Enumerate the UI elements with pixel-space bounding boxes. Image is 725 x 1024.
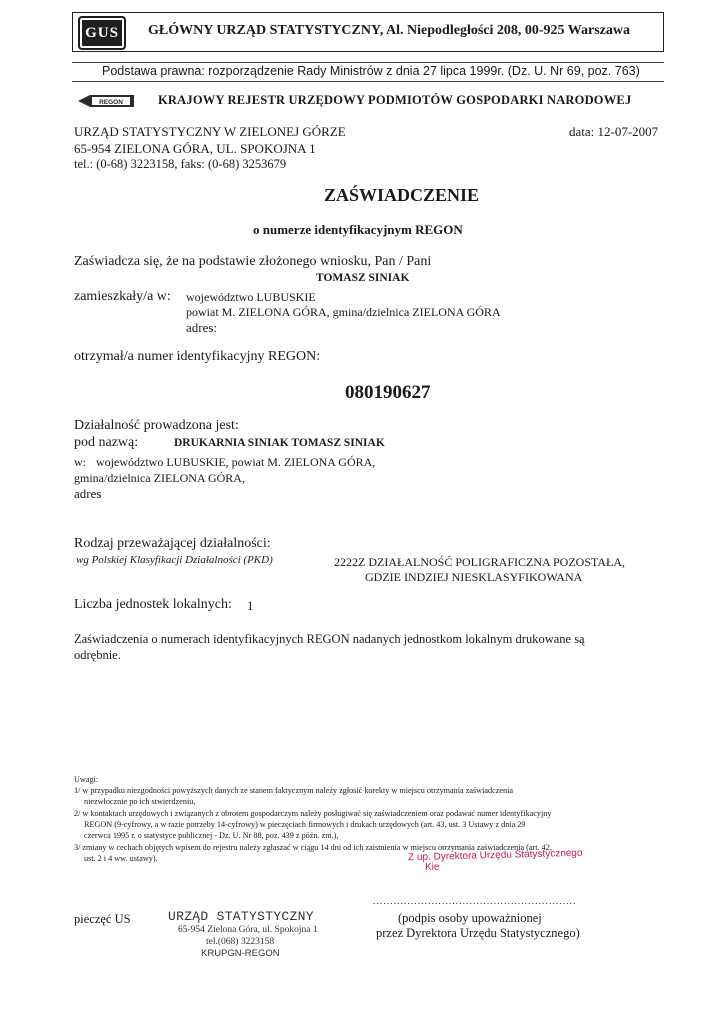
document-subtitle: o numerze identyfikacyjnym REGON (253, 222, 463, 237)
location-line-2: gmina/dzielnica ZIELONA GÓRA, (74, 471, 245, 485)
header-box (72, 12, 664, 52)
regon-logo-text: REGON (99, 99, 123, 106)
legal-basis-box (72, 62, 664, 82)
office-stamp-line-3: tel.(068) 3223158 (206, 937, 275, 947)
business-name-label: pod nazwą: (74, 435, 139, 450)
note-line: ust. 2 i 4 ww. ustawy). (84, 854, 158, 863)
pkd-line-2: GDZIE INDZIEJ NIESKLASYFIKOWANA (365, 570, 583, 584)
office-stamp-line-2: 65-954 Zielona Góra, ul. Spokojna 1 (178, 925, 318, 935)
office-name: URZĄD STATYSTYCZNY W ZIELONEJ GÓRZE (74, 124, 346, 139)
main-activity-label: Rodzaj przeważającej działalności: (74, 536, 271, 551)
signature-caption-1: (podpis osoby upoważnionej (398, 911, 542, 925)
pkd-line-1: 2222Z DZIAŁALNOŚĆ POLIGRAFICZNA POZOSTAŁA, (334, 555, 626, 569)
location-address-label: adres (74, 486, 102, 501)
note-line: 3/ zmiany w cechach objętych wpisem do rejestru należy zgłaszać w ciągu 14 dni od ich zaistnienia w miejscu otrzymania zaświadczenia (art. 42, (74, 843, 552, 852)
residence-address-label: adres: (186, 320, 218, 335)
note-line: niezwłocznie po ich stwierdzeniu, (84, 797, 196, 806)
regon-number: 080190627 (345, 382, 431, 403)
pkd-label: wg Polskiej Klasyfikacji Działalności (PKD) (76, 554, 273, 566)
local-units-value: 1 (247, 598, 254, 613)
office-phone: tel.: (0-68) 3223158, faks: (0-68) 3253679 (74, 157, 287, 171)
business-name: DRUKARNIA SINIAK TOMASZ SINIAK (174, 437, 385, 449)
residence-voivodeship: województwo LUBUSKIE (186, 290, 316, 304)
local-units-label: Liczba jednostek lokalnych: (74, 597, 232, 612)
note-line: 1/ w przypadku niezgodności powyższych danych ze stanem faktycznym należy zgłosić korekty w miejscu otrzymania zaświadczenia (74, 786, 514, 795)
person-name: TOMASZ SINIAK (316, 272, 410, 284)
office-stamp-line-1: URZĄD STATYSTYCZNY (168, 909, 314, 924)
local-units-note-2: odrębnie. (74, 648, 121, 662)
local-units-note-1: Zaświadczenia o numerach identyfikacyjnych REGON nadanych jednostkom lokalnym drukowane są (74, 632, 585, 646)
note-line: REGON (9-cyfrowy, a w razie potrzeby 14-cyfrowy) w pieczęciach firmowych i drukach urzędowych (art. 43, ust. 3 Ustawy z dnia 29 (84, 820, 526, 829)
intro-text: Zaświadcza się, że na podstawie złożonego wniosku, Pan / Pani (74, 254, 432, 269)
legal-basis: Podstawa prawna: rozporządzenie Rady Ministrów z dnia 27 lipca 1999r. (Dz. U. Nr 69, poz. 763) (102, 64, 640, 78)
regon-label: otrzymał/a numer identyfikacyjny REGON: (74, 349, 321, 364)
signature-stamp-line-2: Kie (425, 862, 440, 873)
location-prefix: w: (74, 455, 86, 469)
signature-line: ........................................................... (373, 896, 577, 906)
residence-district: powiat M. ZIELONA GÓRA, gmina/dzielnica ZIELONA GÓRA (186, 305, 501, 319)
seal-label: pieczęć US (74, 912, 131, 926)
signature-caption-2: przez Dyrektora Urzędu Statystycznego) (376, 926, 580, 940)
header-title: GŁÓWNY URZĄD STATYSTYCZNY, Al. Niepodległości 208, 00-925 Warszawa (148, 23, 631, 38)
residence-label: zamieszkały/a w: (74, 289, 171, 304)
note-line: czerwca 1995 r. o statystyce publicznej - Dz. U. Nr 88, poz. 439 z późn. zm.), (84, 831, 339, 840)
office-address: 65-954 ZIELONA GÓRA, UL. SPOKOJNA 1 (74, 141, 316, 156)
regon-logo-icon (76, 92, 138, 110)
signature-stamp-line-1: Z up. Dyrektora Urzędu Statystycznego (407, 847, 583, 864)
office-stamp-line-4: KRUPGN-REGON (201, 948, 280, 959)
document-title: ZAŚWIADCZENIE (324, 185, 480, 205)
activity-label: Działalność prowadzona jest: (74, 418, 239, 433)
note-line: 2/ w kontaktach urzędowych i związanych z obrotem gospodarczym należy posługiwać się zaświadczeniem oraz podawać numer identyfikacyjny (74, 809, 552, 818)
notes-title: Uwagi: (74, 775, 99, 784)
registry-title: KRAJOWY REJESTR URZĘDOWY PODMIOTÓW GOSPODARKI NARODOWEJ (158, 93, 632, 107)
issue-date: data: 12-07-2007 (569, 124, 659, 139)
location-line-1: województwo LUBUSKIE, powiat M. ZIELONA GÓRA, (96, 455, 376, 469)
gus-logo: GUS (78, 16, 126, 50)
